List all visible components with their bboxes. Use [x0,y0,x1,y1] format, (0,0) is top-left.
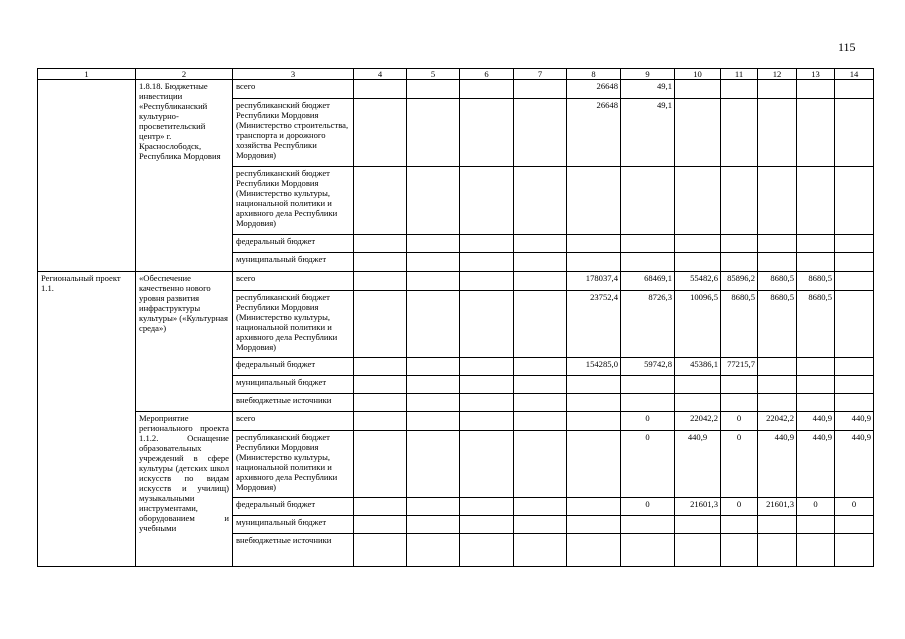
source-cell: республиканский бюджет Республики Мордовия (Министерство строительства, транспорта и дорожного хозяйства Республики Мордовия) [233,99,354,167]
col-header: 1 [38,69,136,80]
value-cell: 8680,5 [721,291,758,358]
value-cell: 77215,7 [721,358,758,376]
value-cell: 49,1 [621,80,675,99]
value-cell: 85896,2 [721,272,758,291]
source-cell: республиканский бюджет Республики Мордовия (Министерство культуры, национальной политики и архивного дела Республики Мордовия) [233,431,354,498]
value-cell: 0 [621,412,675,431]
source-cell: внебюджетные источники [233,534,354,567]
table-row [38,412,874,431]
value-cell: 440,9 [675,431,721,498]
col-header: 14 [835,69,874,80]
col-header: 9 [621,69,675,80]
value-cell: 8680,5 [797,291,835,358]
value-cell: 49,1 [621,99,675,167]
source-cell: республиканский бюджет Республики Мордовия (Министерство культуры, национальной политики и архивного дела Республики Мордовия) [233,167,354,235]
value-cell: 10096,5 [675,291,721,358]
header-row [38,69,874,80]
value-cell: 23752,4 [567,291,621,358]
source-cell: федеральный бюджет [233,358,354,376]
source-cell: республиканский бюджет Республики Мордовия (Министерство культуры, национальной политики и архивного дела Республики Мордовия) [233,291,354,358]
budget-table [37,68,874,567]
value-cell: 440,9 [835,412,874,431]
value-cell: 55482,6 [675,272,721,291]
col-header: 2 [136,69,233,80]
value-cell: 0 [721,431,758,498]
value-cell: 0 [835,498,874,516]
col-header: 11 [721,69,758,80]
value-cell: 178037,4 [567,272,621,291]
section-cell: Региональный проект 1.1. [38,272,136,567]
col-header: 3 [233,69,354,80]
value-cell: 59742,8 [621,358,675,376]
item-name: 1.8.18. Бюджетные инвестиции «Республиканский культурно-просветительский центр» г. Краснослободск, Республика Мордовия [136,80,233,272]
source-cell: муниципальный бюджет [233,253,354,272]
item-name: Мероприятие регионального проекта 1.1.2. Оснащение образовательных учреждений в сфере культуры (детских школ искусств по видам искусств и училищ) музыкальными инструментами, оборудованием и учебными [136,412,233,567]
value-cell: 440,9 [797,412,835,431]
source-cell: всего [233,80,354,99]
item-name: «Обеспечение качественно нового уровня развития инфраструктуры культуры» («Культурная среда») [136,272,233,412]
value-cell: 26648 [567,99,621,167]
value-cell: 26648 [567,80,621,99]
col-header: 5 [407,69,460,80]
value-cell: 440,9 [758,431,797,498]
col-header: 12 [758,69,797,80]
col-header: 10 [675,69,721,80]
value-cell: 8680,5 [797,272,835,291]
col-header: 13 [797,69,835,80]
value-cell: 0 [721,498,758,516]
col-header: 4 [354,69,407,80]
value-cell: 21601,3 [758,498,797,516]
source-cell: муниципальный бюджет [233,516,354,534]
source-cell: федеральный бюджет [233,498,354,516]
source-cell: федеральный бюджет [233,235,354,253]
value-cell: 8726,3 [621,291,675,358]
col-header: 6 [460,69,514,80]
col-header: 8 [567,69,621,80]
value-cell: 0 [797,498,835,516]
value-cell: 8680,5 [758,291,797,358]
value-cell: 22042,2 [675,412,721,431]
col-header: 7 [514,69,567,80]
value-cell: 0 [621,431,675,498]
value-cell: 0 [621,498,675,516]
source-cell: всего [233,412,354,431]
value-cell: 0 [721,412,758,431]
value-cell: 440,9 [797,431,835,498]
source-cell: муниципальный бюджет [233,376,354,394]
page-number: 115 [838,40,856,54]
value-cell: 8680,5 [758,272,797,291]
value-cell: 21601,3 [675,498,721,516]
value-cell: 440,9 [835,431,874,498]
value-cell: 22042,2 [758,412,797,431]
value-cell: 68469,1 [621,272,675,291]
value-cell: 154285,0 [567,358,621,376]
table-row [38,80,874,99]
value-cell: 45386,1 [675,358,721,376]
table-row [38,272,874,291]
source-cell: внебюджетные источники [233,394,354,412]
source-cell: всего [233,272,354,291]
section-cell [38,80,136,272]
